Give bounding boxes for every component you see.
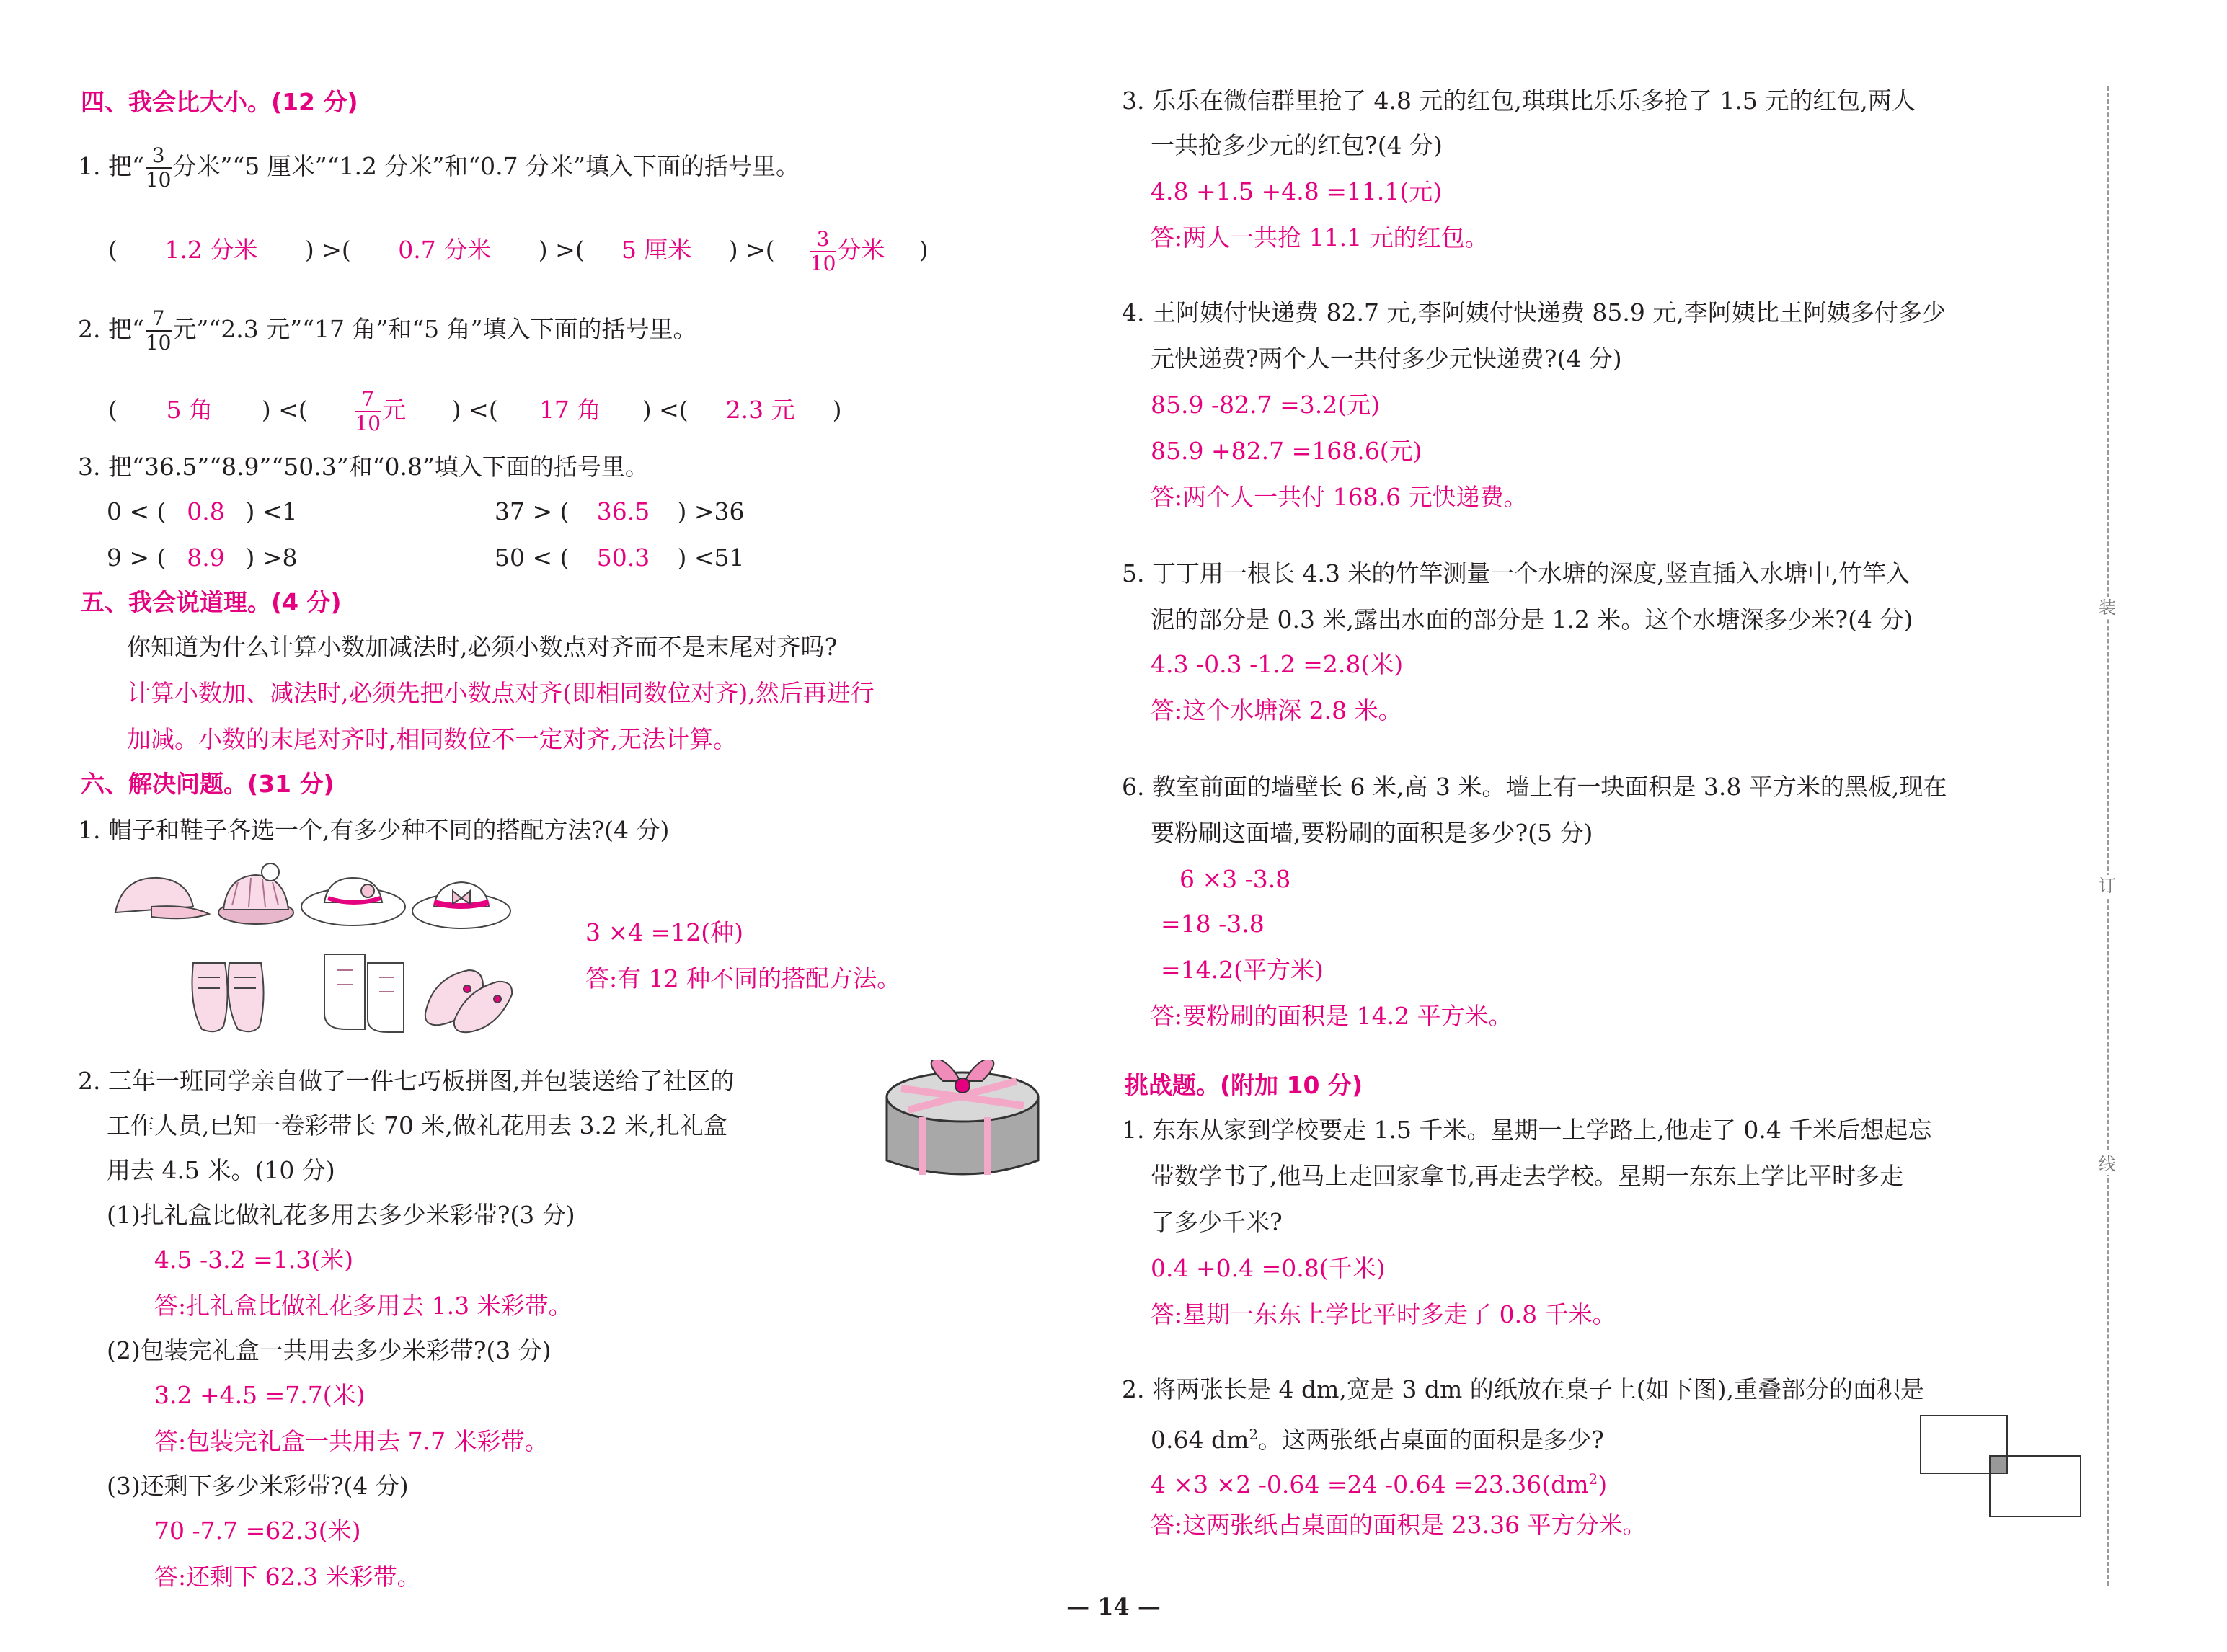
- r-q6-line1: 6. 教室前面的墙壁长 6 米,高 3 米。墙上有一块面积是 3.8 平方米的黑板,现在: [1122, 773, 1947, 801]
- boots-icon: [324, 954, 404, 1032]
- section-4-title: 四、我会比大小。(12 分): [81, 88, 358, 116]
- cap-icon: [115, 878, 209, 918]
- r-q3-answer: 答:两人一共抢 11.1 元的红包。: [1151, 223, 1489, 252]
- q6-2-line1: 2. 三年一班同学亲自做了一件七巧板拼图,并包装送给了社区的: [78, 1067, 735, 1095]
- q6-1-text: 1. 帽子和鞋子各选一个,有多少种不同的搭配方法?(4 分): [78, 816, 670, 844]
- q6-2-part2-calc: 3.2 +4.5 =7.7(米): [154, 1381, 366, 1409]
- r-q5-calc: 4.3 -0.3 -1.2 =2.8(米): [1151, 650, 1404, 678]
- r-q6-step1: 6 ×3 -3.8: [1179, 865, 1291, 893]
- r-q3-line2: 一共抢多少元的红包?(4 分): [1151, 131, 1443, 159]
- ch-q1-line2: 带数学书了,他马上走回家拿书,再走去学校。星期一东东上学比平时多走: [1151, 1162, 1903, 1190]
- ch-q1-line1: 1. 东东从家到学校要走 1.5 千米。星期一上学路上,他走了 0.4 千米后想起忘: [1122, 1116, 1932, 1144]
- answer-blank: 5 角: [166, 396, 213, 424]
- answer-blank: $\frac{3}{10}$ 分米: [810, 227, 885, 275]
- ch-q1-calc: 0.4 +0.4 =0.8(千米): [1151, 1254, 1386, 1282]
- q4-3-row1-left: 0 < ( 0.8 ) <1: [107, 497, 298, 525]
- answer-blank: 17 角: [539, 396, 601, 424]
- margin-char: 订: [2097, 875, 2118, 897]
- ch-q1-answer: 答:星期一东东上学比平时多走了 0.8 千米。: [1151, 1300, 1616, 1328]
- answer-blank: 5 厘米: [621, 236, 692, 264]
- r-q6-line2: 要粉刷这面墙,要粉刷的面积是多少?(5 分): [1151, 819, 1593, 847]
- section-6-title: 六、解决问题。(31 分): [81, 770, 335, 798]
- q6-2-part2-answer: 答:包装完礼盒一共用去 7.7 米彩带。: [154, 1427, 549, 1455]
- q6-1-calc: 3 ×4 =12(种): [585, 918, 744, 946]
- r-q4-answer: 答:两个人一共付 168.6 元快递费。: [1151, 483, 1528, 511]
- q5-answer-line1: 计算小数加、减法时,必须先把小数点对齐(即相同数位对齐),然后再进行: [127, 679, 875, 707]
- r-q5-answer: 答:这个水塘深 2.8 米。: [1151, 696, 1402, 724]
- ch-q2-calc: 4 ×3 ×2 -0.64 =24 $-0.64 =23.36(dm^2)$: [1151, 1470, 1608, 1498]
- q6-2-line2: 工作人员,已知一卷彩带长 70 米,做礼花用去 3.2 米,扎礼盒: [107, 1111, 727, 1140]
- q4-2-answer-row: ( 5 角 ) <( $\frac{7}{10}$ 元 ) <( 17 角 ) <( 2.3 元 ): [108, 387, 842, 435]
- q6-2-part3-answer: 答:还剩下 62.3 米彩带。: [154, 1563, 421, 1591]
- r-q4-line2: 元快递费?两个人一共付多少元快递费?(4 分): [1151, 345, 1622, 373]
- margin-char: 线: [2097, 1153, 2118, 1175]
- q6-2-line3: 用去 4.5 米。(10 分): [107, 1156, 335, 1184]
- knit-hat-icon: [218, 863, 293, 924]
- r-q4-calc1: 85.9 -82.7 =3.2(元): [1151, 391, 1380, 419]
- sneakers-icon: [192, 963, 264, 1031]
- q4-2-text: 2. 把“ $\frac{7}{10}$ 元”“2.3 元”“17 角”和“5 角”填入下面的括号里。: [78, 306, 697, 355]
- ch-q2-line1: 2. 将两张长是 4 dm,宽是 3 dm 的纸放在桌子上(如下图),重叠部分的面积是: [1122, 1375, 1924, 1403]
- flats-icon: [425, 970, 512, 1032]
- challenge-title: 挑战题。(附加 10 分): [1125, 1071, 1363, 1099]
- r-q6-step3: =14.2(平方米): [1161, 956, 1324, 984]
- q4-3-row2-left: 9 > ( 8.9 ) >8: [107, 543, 298, 572]
- q6-2-part3: (3)还剩下多少米彩带?(4 分): [107, 1472, 409, 1500]
- margin-char: 装: [2097, 597, 2118, 618]
- q6-2-part1-answer: 答:扎礼盒比做礼花多用去 1.3 米彩带。: [154, 1292, 572, 1320]
- bow-hat-icon: [412, 882, 510, 928]
- r-q5-line2: 泥的部分是 0.3 米,露出水面的部分是 1.2 米。这个水塘深多少米?(4 分): [1151, 605, 1913, 634]
- q4-1-answer-row: ( 1.2 分米 ) >( 0.7 分米 ) >( 5 厘米 ) >( $\frac{3}{10}$ 分米 ): [108, 227, 929, 275]
- q4-3-text: 3. 把“36.5”“8.9”“50.3”和“0.8”填入下面的括号里。: [78, 453, 649, 481]
- r-q5-line1: 5. 丁丁用一根长 4.3 米的竹竿测量一个水塘的深度,竖直插入水塘中,竹竿入: [1122, 559, 1911, 587]
- r-q4-line1: 4. 王阿姨付快递费 82.7 元,李阿姨付快递费 85.9 元,李阿姨比王阿姨多付多少: [1122, 298, 1946, 327]
- q4-1-text: 1. 把“ $\frac{3}{10}$ 分米”“5 厘米”“1.2 分米”和“0.7 分米”填入下面的括号里。: [78, 143, 800, 192]
- sun-hat-icon: [301, 878, 405, 925]
- q4-3-row2-right: 50 < ( 50.3 ) <51: [495, 543, 745, 572]
- q5-question: 你知道为什么计算小数加减法时,必须小数点对齐而不是末尾对齐吗?: [127, 633, 838, 661]
- q6-2-part2: (2)包装完礼盒一共用去多少米彩带?(3 分): [107, 1336, 552, 1364]
- r-q6-step2: =18 -3.8: [1161, 910, 1265, 938]
- q6-2-part3-calc: 70 -7.7 =62.3(米): [154, 1516, 361, 1545]
- r-q3-calc: 4.8 +1.5 +4.8 =11.1(元): [1151, 177, 1443, 205]
- section-5-title: 五、我会说道理。(4 分): [81, 588, 342, 616]
- q6-2-part1-calc: 4.5 -3.2 =1.3(米): [154, 1245, 353, 1274]
- answer-blank: 2.3 元: [725, 396, 795, 424]
- answer-blank: $\frac{7}{10}$ 元: [355, 387, 407, 435]
- gift-box-illustration: [880, 1060, 1045, 1182]
- fraction: $\frac{3}{10}$: [145, 143, 172, 192]
- r-q6-answer: 答:要粉刷的面积是 14.2 平方米。: [1151, 1002, 1513, 1030]
- q6-2-part1: (1)扎礼盒比做礼花多用去多少米彩带?(3 分): [107, 1201, 575, 1229]
- q6-1-answer: 答:有 12 种不同的搭配方法。: [585, 964, 901, 992]
- ch-q2-answer: 答:这两张纸占桌面的面积是 23.36 平方分米。: [1151, 1511, 1647, 1539]
- fraction: $\frac{7}{10}$: [145, 306, 172, 355]
- binding-margin-line: [2107, 86, 2109, 1586]
- page-number: — 14 —: [1066, 1593, 1161, 1620]
- hats-and-shoes-illustration: [108, 862, 526, 1042]
- overlapping-papers-diagram: [1918, 1413, 2091, 1528]
- r-q4-calc2: 85.9 +82.7 =168.6(元): [1151, 437, 1422, 465]
- answer-blank: 0.7 分米: [398, 236, 492, 264]
- answer-blank: 1.2 分米: [164, 236, 258, 264]
- ch-q2-line2: 0.64 $dm^2$。这两张纸占桌面的面积是多少?: [1151, 1426, 1604, 1454]
- q5-answer-line2: 加减。小数的末尾对齐时,相同数位不一定对齐,无法计算。: [127, 725, 737, 753]
- r-q3-line1: 3. 乐乐在微信群里抢了 4.8 元的红包,琪琪比乐乐多抢了 1.5 元的红包,两人: [1122, 86, 1916, 115]
- ch-q1-line3: 了多少千米?: [1151, 1208, 1283, 1236]
- q4-3-row1-right: 37 > ( 36.5 ) >36: [495, 497, 745, 525]
